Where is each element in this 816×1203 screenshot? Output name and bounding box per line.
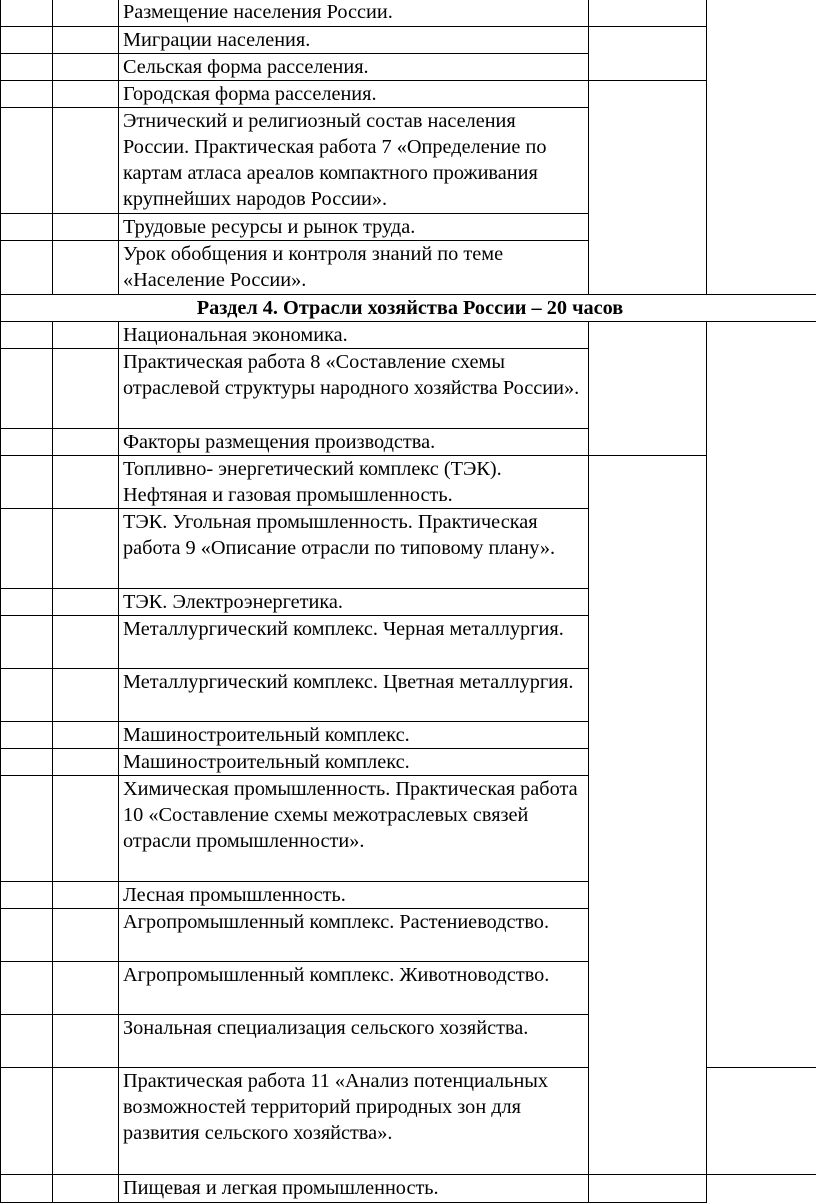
topic-text: Пищевая и легкая промышленность. [123,1175,584,1201]
topic-text: Металлургический комплекс. Черная металлургия. [123,616,584,642]
topic-text: Агропромышленный комплекс. Животноводство. [123,962,584,988]
lesson-number-cell [1,0,53,27]
topic-cell [119,909,589,962]
lesson-number-cell [1,749,53,776]
topic-text: Городская форма расселения. [123,81,584,107]
homework-cell [589,1175,707,1203]
table-row [1,1175,816,1203]
lesson-number-cell [53,241,119,295]
table-row [1,81,816,108]
topic-cell [119,616,589,669]
table-row [1,456,816,509]
lesson-number-cell [1,349,53,429]
topic-text: ТЭК. Угольная промышленность. Практическая работа 9 «Описание отрасли по типовому плану». [123,509,584,561]
homework-cell [589,322,707,456]
topic-cell [119,349,589,429]
lesson-number-cell [1,108,53,214]
lesson-number-cell [1,616,53,669]
topic-text: Трудовые ресурсы и рынок труда. [123,214,584,240]
topic-text: Урок обобщения и контроля знаний по теме «Население России». [123,241,584,293]
topic-text: Металлургический комплекс. Цветная металлургия. [123,669,584,695]
homework-cell [589,81,707,295]
homework-cell [589,0,707,27]
topic-cell [119,108,589,214]
topic-text: Сельская форма расселения. [123,54,584,80]
lesson-number-cell [53,349,119,429]
topic-text: Факторы размещения производства. [123,429,584,455]
lesson-number-cell [53,669,119,722]
topic-text: Национальная экономика. [123,322,584,348]
lesson-number-cell [53,108,119,214]
lesson-number-cell [53,962,119,1015]
topic-text: Практическая работа 11 «Анализ потенциальных возможностей территорий природных зон для развития сельского хозяйства». [123,1068,584,1146]
lesson-number-cell [1,1068,53,1175]
lesson-number-cell [1,962,53,1015]
topic-text: Лесная промышленность. [123,882,584,908]
table-row [1,27,816,54]
lesson-number-cell [1,1015,53,1068]
lesson-number-cell [1,214,53,241]
topic-cell [119,589,589,616]
homework-cell [589,456,707,1175]
lesson-number-cell [53,322,119,349]
lesson-number-cell [1,509,53,589]
lesson-number-cell [53,882,119,909]
topic-cell [119,214,589,241]
lesson-number-cell [53,456,119,509]
topic-text: Этнический и религиозный состав населения России. Практическая работа 7 «Определение по картам атласа ареалов компактного проживания крупнейших народов России». [123,108,584,212]
topic-cell [119,509,589,589]
topic-text: Агропромышленный комплекс. Растениеводство. [123,909,584,935]
lesson-number-cell [1,54,53,81]
topic-cell [119,54,589,81]
topic-text: ТЭК. Электроэнергетика. [123,589,584,615]
lesson-number-cell [1,589,53,616]
lesson-number-cell [53,616,119,669]
lesson-number-cell [53,81,119,108]
lesson-number-cell [1,456,53,509]
topic-cell [119,1015,589,1068]
lesson-number-cell [1,669,53,722]
topic-cell [119,81,589,108]
topic-cell [119,749,589,776]
topic-text: Машиностроительный комплекс. [123,722,584,748]
lesson-number-cell [1,909,53,962]
lesson-number-cell [1,1175,53,1203]
lesson-number-cell [53,54,119,81]
lesson-number-cell [53,429,119,456]
topic-cell [119,1175,589,1203]
topic-cell [119,0,589,27]
lesson-number-cell [53,0,119,27]
topic-text: Зональная специализация сельского хозяйства. [123,1015,584,1041]
lesson-number-cell [53,1175,119,1203]
topic-cell [119,722,589,749]
topic-text: Машиностроительный комплекс. [123,749,584,775]
section-title: Раздел 4. Отрасли хозяйства России – 20 часов [1,295,816,322]
homework-cell [589,27,707,81]
lesson-number-cell [53,214,119,241]
topic-cell [119,882,589,909]
lesson-number-cell [53,27,119,54]
lesson-number-cell [53,776,119,882]
topic-cell [119,456,589,509]
lesson-number-cell [1,882,53,909]
lesson-number-cell [53,589,119,616]
topic-text: Топливно- энергетический комплекс (ТЭК). Нефтяная и газовая промышленность. [123,456,584,508]
topic-cell [119,322,589,349]
lesson-number-cell [1,776,53,882]
lesson-number-cell [1,81,53,108]
lesson-number-cell [1,429,53,456]
lesson-number-cell [1,241,53,295]
lesson-number-cell [53,1068,119,1175]
topic-text: Миграции населения. [123,27,584,53]
topic-text: Размещение населения России. [123,0,584,25]
lesson-number-cell [53,909,119,962]
date-cell [707,1068,816,1175]
lesson-number-cell [1,27,53,54]
lesson-number-cell [53,749,119,776]
table-row [1,0,816,27]
topic-cell [119,1068,589,1175]
topic-text: Практическая работа 8 «Составление схемы отраслевой структуры народного хозяйства России». [123,349,584,401]
topic-cell [119,776,589,882]
lesson-number-cell [1,722,53,749]
section-row [1,295,816,322]
topic-cell [119,241,589,295]
topic-cell [119,962,589,1015]
lesson-number-cell [53,509,119,589]
topic-cell [119,27,589,54]
lesson-number-cell [53,1015,119,1068]
topic-cell [119,669,589,722]
topic-text: Химическая промышленность. Практическая работа 10 «Составление схемы межотраслевых связей отрасли промышленности». [123,776,584,854]
lesson-number-cell [1,322,53,349]
lesson-number-cell [53,722,119,749]
topic-cell [119,429,589,456]
table-row [1,322,816,349]
